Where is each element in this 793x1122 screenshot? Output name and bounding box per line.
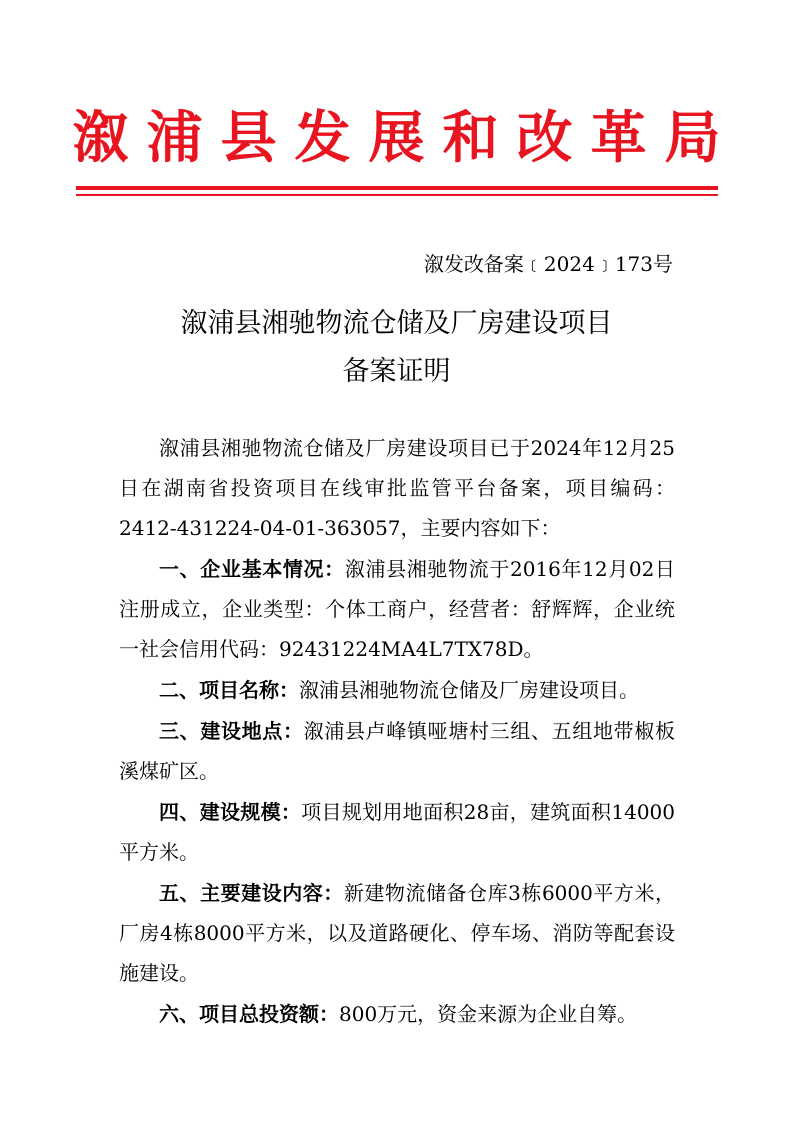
document-number: 溆发改备案﹝2024﹞173号: [423, 252, 673, 276]
item-label: 三、建设地点：: [159, 719, 304, 743]
document-body: [119, 428, 675, 1035]
document-title-line2: 备案证明: [342, 356, 451, 387]
item-text: 项目规划用地面积28亩，建筑面积14000平方米。: [119, 800, 675, 864]
intro-paragraph: 溆浦县湘驰物流仓储及厂房建设项目已于2024年12月25日在湖南省投资项目在线审批监管平台备案，项目编码：2412-431224-04-01-363057，主要内容如下：: [119, 436, 675, 540]
document-title-line1: 溆浦县湘驰物流仓储及厂房建设项目: [180, 308, 613, 339]
item-text: 溆浦县卢峰镇哑塘村三组、五组地带椒板溪煤矿区。: [119, 719, 676, 783]
item-label: 四、建设规模：: [159, 800, 302, 824]
item-text: 溆浦县湘驰物流于2016年12月02日注册成立，企业类型：个体工商户，经营者：舒辉辉，企业统一社会信用代码：92431224MA4L7TX78D。: [119, 557, 676, 661]
item-label: 五、主要建设内容：: [159, 881, 344, 905]
item-paragraph: [119, 994, 675, 1034]
item-text: 800万元，资金来源为企业自筹。: [339, 1002, 638, 1026]
header-rule-thin: [76, 194, 718, 196]
item-paragraph: [119, 670, 675, 710]
issuer-name: 溆浦县发展和改革局: [72, 105, 739, 171]
item-paragraph: [119, 792, 675, 872]
item-label: 一、企业基本情况：: [159, 557, 345, 581]
item-paragraph: [119, 711, 675, 791]
item-text: 溆浦县湘驰物流仓储及厂房建设项目。: [299, 678, 639, 702]
item-paragraph: [119, 873, 675, 993]
header-rule-thick: [76, 186, 718, 190]
item-label: 六、项目总投资额：: [159, 1002, 339, 1026]
item-label: 二、项目名称：: [159, 678, 299, 702]
item-text: 新建物流储备仓库3栋6000平方米，厂房4栋8000平方米，以及道路硬化、停车场、消防等配套设施建设。: [119, 881, 675, 985]
item-paragraph: [119, 549, 675, 669]
